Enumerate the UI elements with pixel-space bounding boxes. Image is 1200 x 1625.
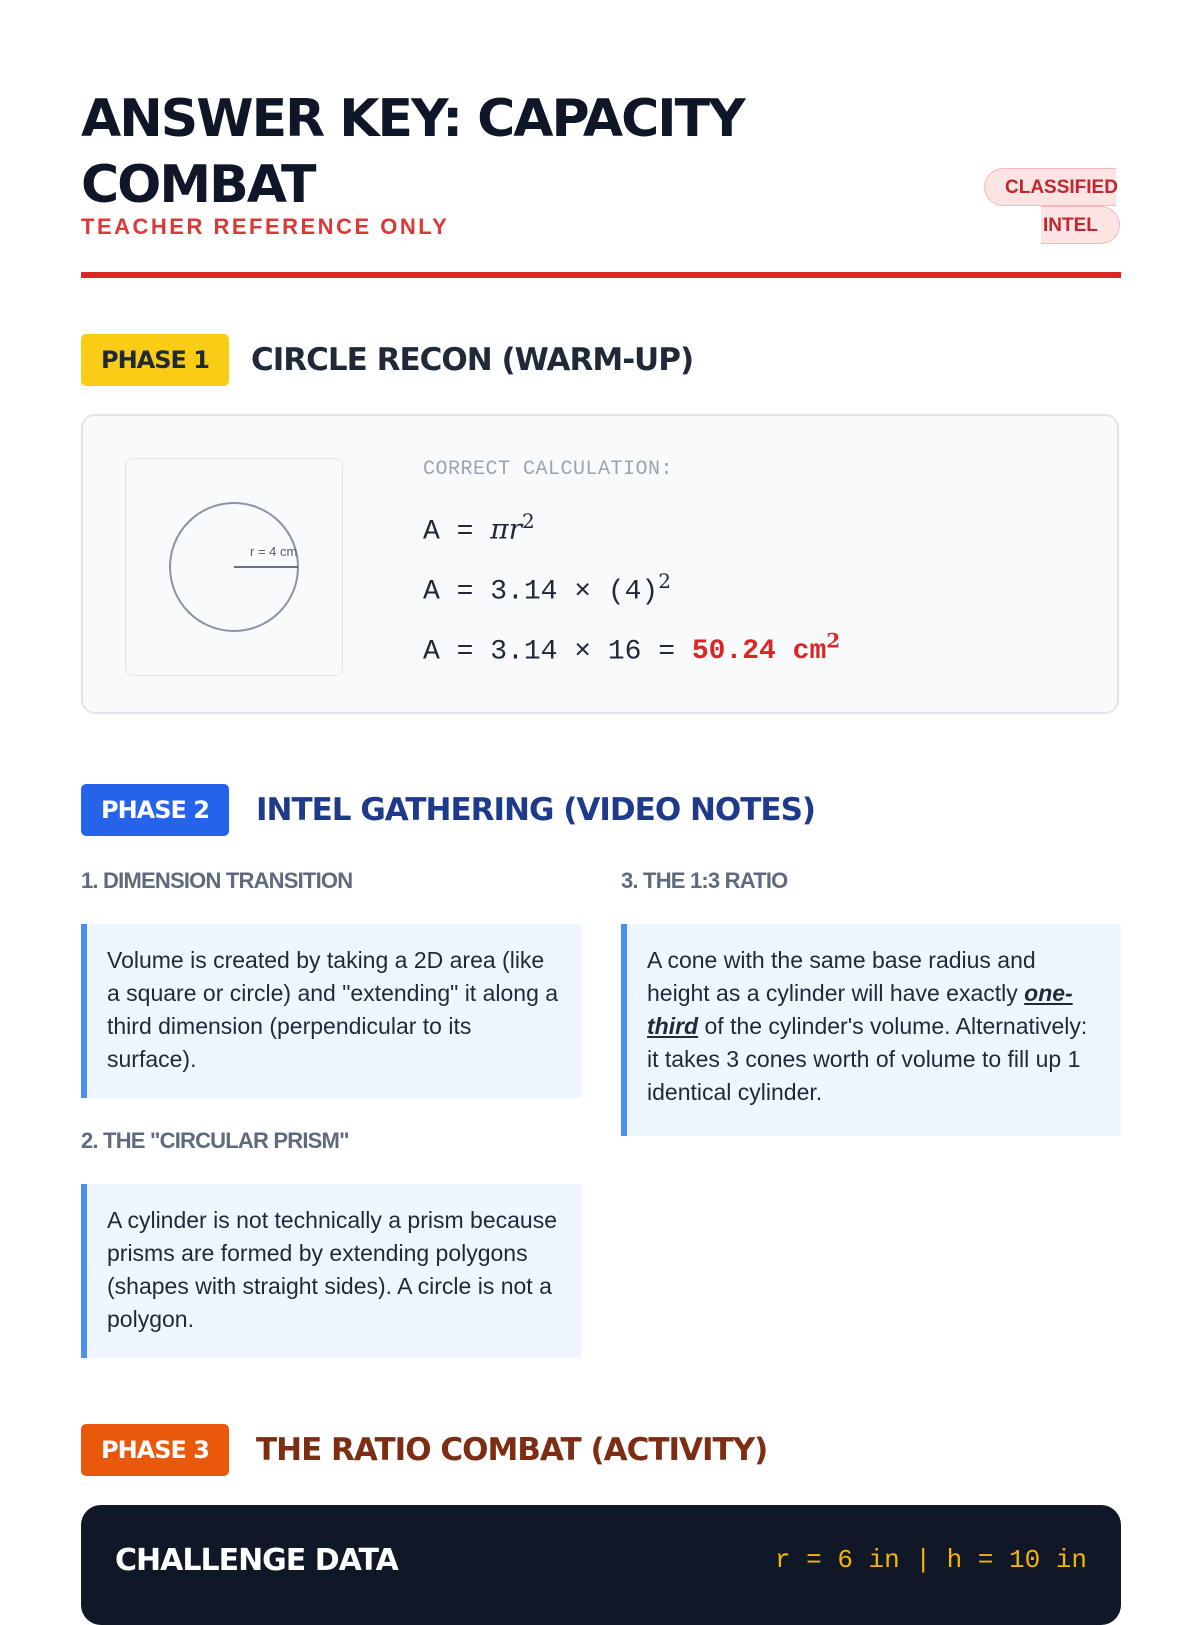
calc-answer [691, 629, 841, 668]
note-3-text-a: A cone with the same base radius and height as a cylinder will have exactly [647, 947, 1036, 1006]
calc-line-1-lhs: A = [423, 516, 491, 548]
note-2 [81, 1184, 581, 1358]
note-1 [81, 924, 581, 1098]
note-3 [621, 924, 1121, 1136]
challenge-title: CHALLENGE DATA [115, 1543, 398, 1578]
circle-recon-card [81, 414, 1119, 714]
page-subtitle: TEACHER REFERENCE ONLY [81, 214, 450, 239]
page-title: ANSWER KEY: CAPACITY COMBAT [81, 89, 744, 215]
phase-3-title: THE RATIO COMBAT (ACTIVITY) [256, 1432, 768, 1468]
calc-line-1 [423, 491, 840, 551]
circle-diagram [125, 458, 343, 676]
calc-line-1-exp: 2 [522, 509, 535, 533]
note-3-emphasis: one-third [647, 980, 1073, 1039]
header [81, 80, 1121, 280]
calc-line-3-text: A = 3.14 × 16 = [423, 636, 692, 668]
stamp-line-2: INTEL [1041, 206, 1120, 244]
calc-line-2 [423, 551, 840, 611]
note-1-text: Volume is created by taking a 2D area (like a square or circle) and "extending" it along a third dimension (perpendicular to its surface). [107, 947, 559, 1072]
challenge-data-panel [81, 1505, 1121, 1625]
note-2-heading: 2. THE "CIRCULAR PRISM" [81, 1128, 349, 1153]
calc-line-1-expr: πr [490, 512, 523, 546]
phase-2-title: INTEL GATHERING (VIDEO NOTES) [256, 792, 816, 828]
calc-line-3 [423, 611, 840, 671]
stamp-line-1: CLASSIFIED [984, 168, 1116, 206]
radius-label: r = 4 cm [250, 544, 298, 559]
circle-radius-figure [126, 459, 342, 675]
classified-stamp [984, 168, 1119, 248]
note-1-heading: 1. DIMENSION TRANSITION [81, 868, 353, 893]
calc-line-2-exp: 2 [658, 569, 671, 593]
calc-answer-value: 50.24 cm [691, 636, 827, 668]
challenge-values: r = 6 in | h = 10 in [774, 1545, 1087, 1575]
calc-answer-exp: 2 [826, 629, 841, 653]
calculation [423, 458, 840, 671]
phase-2-badge: PHASE 2 [81, 784, 229, 836]
calc-label: CORRECT CALCULATION: [423, 458, 674, 481]
note-3-text-b: of the cylinder's volume. Alternatively: it takes 3 cones worth of volume to fill up 1 identical cylinder. [647, 1013, 1088, 1105]
note-3-heading: 3. THE 1:3 RATIO [621, 868, 788, 893]
phase-1-title: CIRCLE RECON (WARM-UP) [251, 342, 694, 378]
calc-line-2-text: A = 3.14 × (4) [423, 576, 659, 608]
phase-1-badge: PHASE 1 [81, 334, 229, 386]
phase-3-badge: PHASE 3 [81, 1424, 229, 1476]
header-divider [81, 272, 1121, 278]
note-2-text: A cylinder is not technically a prism because prisms are formed by extending polygons (shapes with straight sides). A circle is not a polygon. [107, 1207, 557, 1332]
